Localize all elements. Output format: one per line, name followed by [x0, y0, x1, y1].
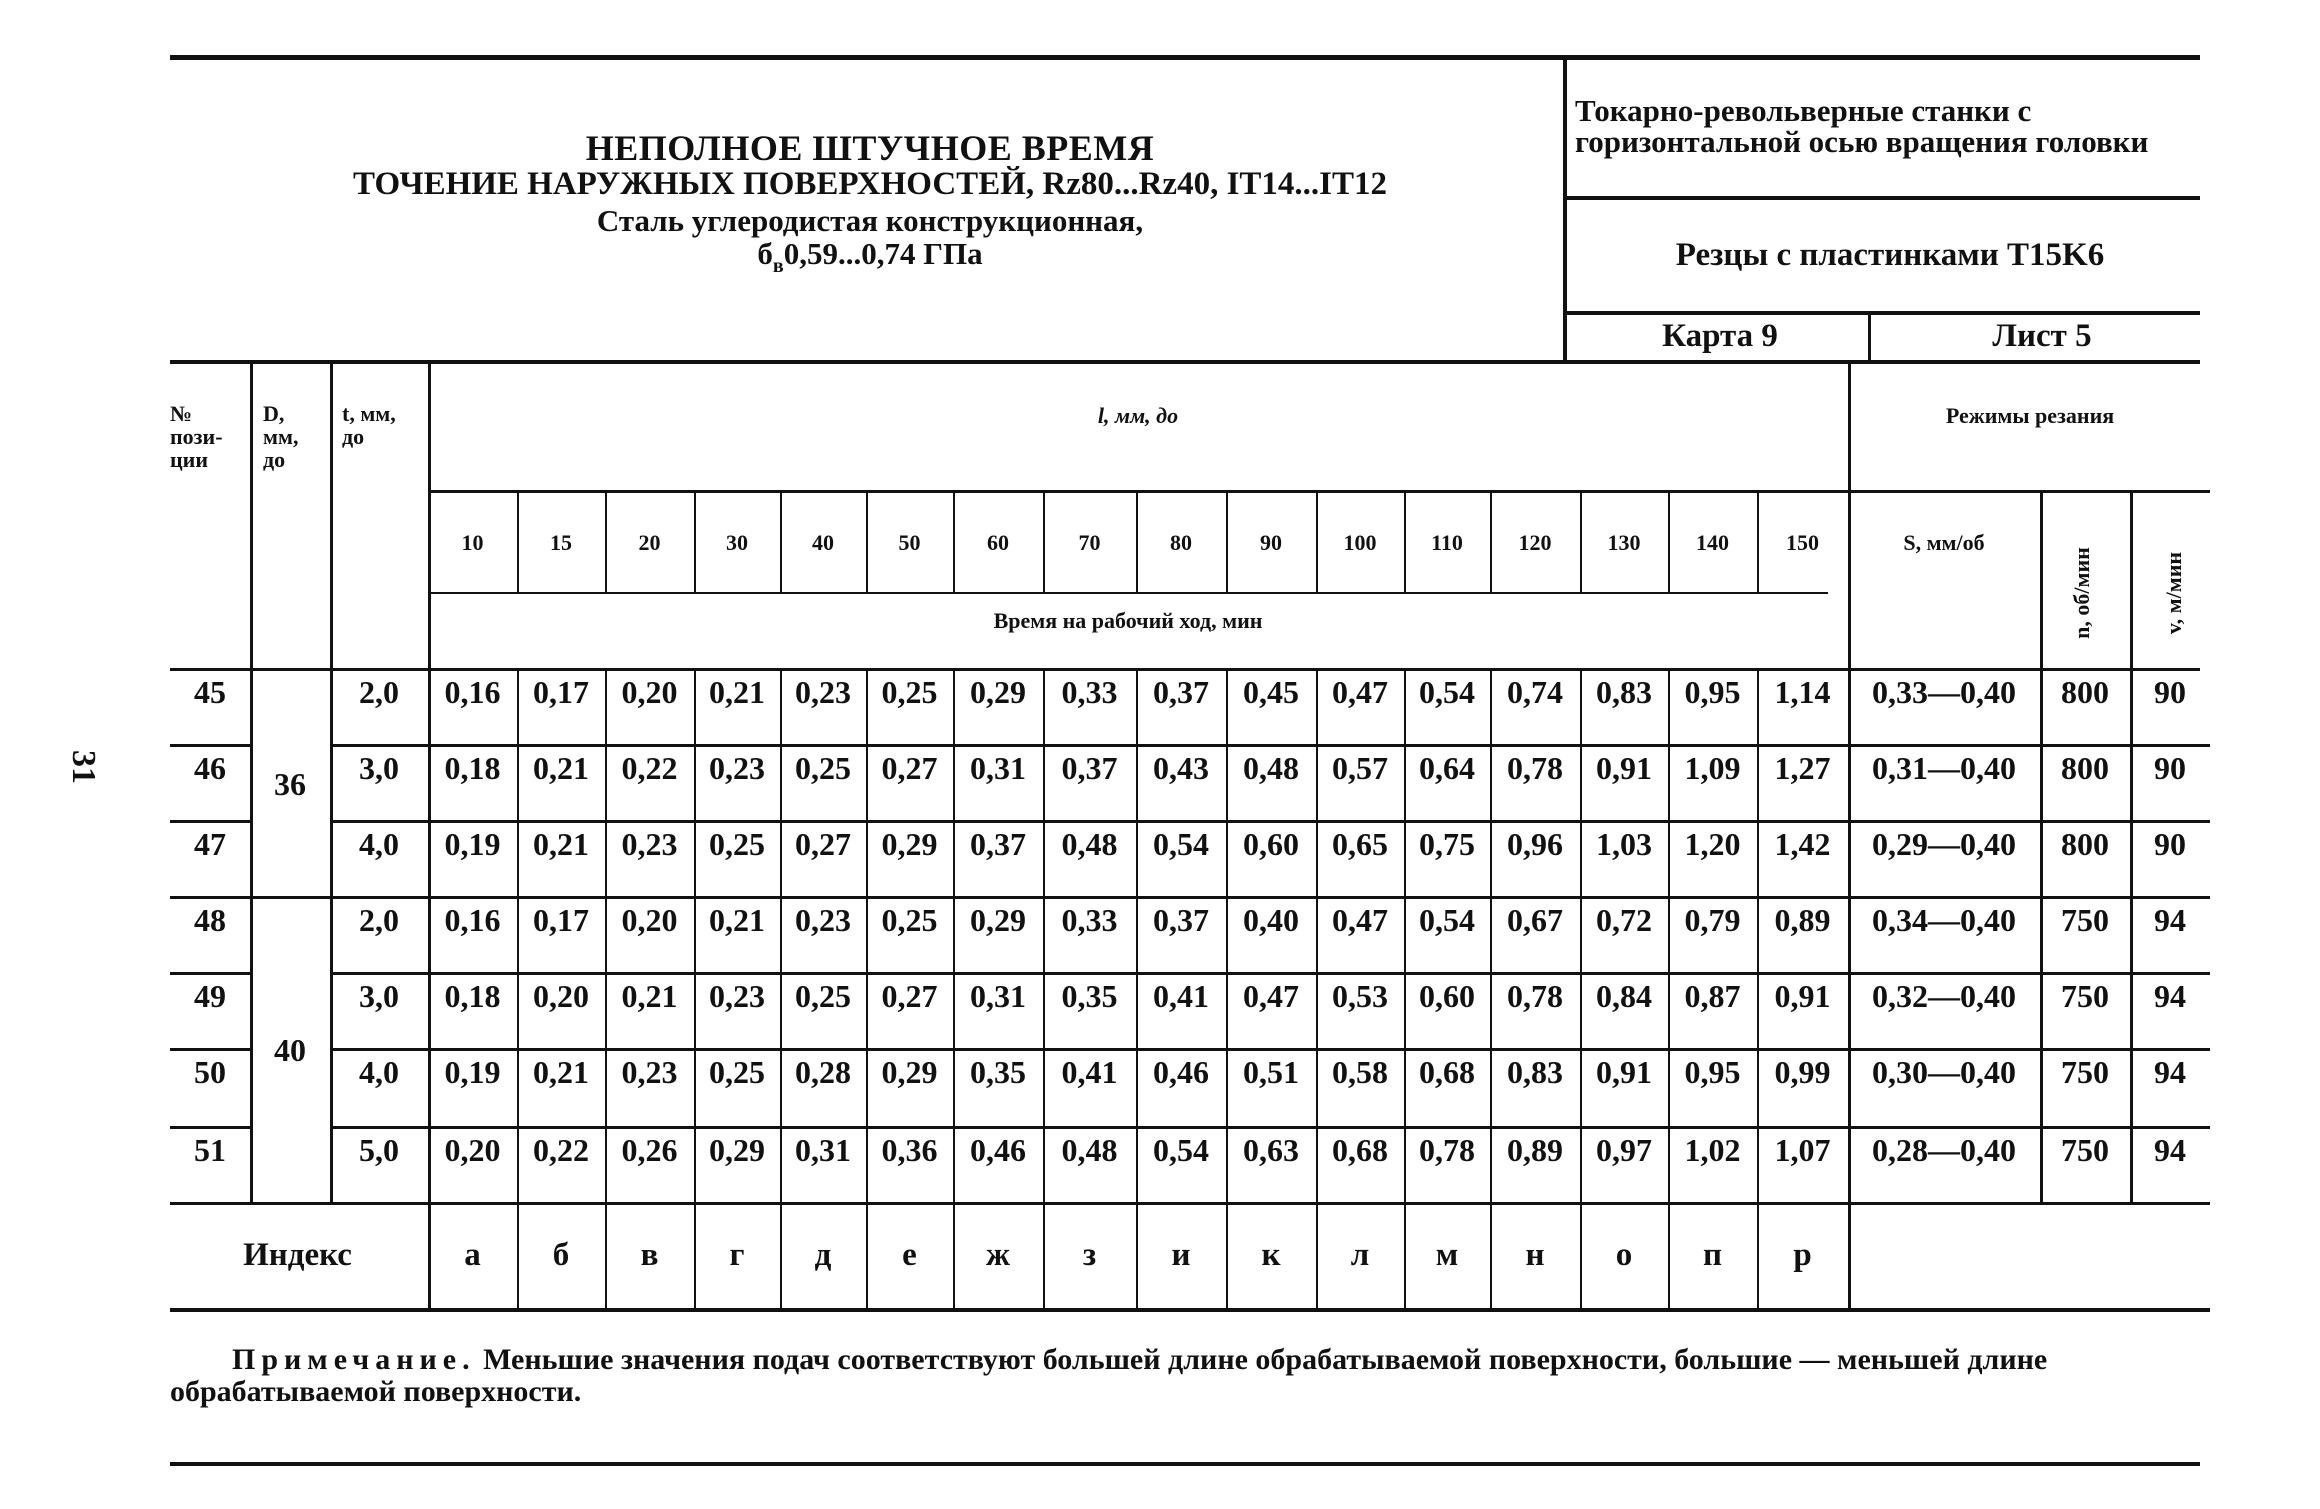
time-value: 0,23 [795, 902, 851, 938]
rule-horizontal [170, 820, 250, 823]
length-header-70: 70 [1078, 530, 1101, 555]
time-value: 0,25 [795, 750, 851, 786]
feed-value: 0,31—0,40 [1872, 750, 2016, 786]
rule-horizontal [170, 668, 2200, 671]
rule-horizontal [170, 55, 2200, 60]
depth-value: 4,0 [359, 1054, 399, 1090]
index-letter: ж [986, 1237, 1010, 1273]
time-value: 0,91 [1774, 978, 1831, 1014]
rule-horizontal [330, 820, 2210, 823]
rule-horizontal [170, 1462, 2200, 1466]
time-value: 0,23 [709, 978, 765, 1014]
time-value: 0,29 [709, 1132, 765, 1168]
document-title [170, 130, 1570, 276]
time-value: 0,21 [621, 978, 678, 1014]
time-value: 0,25 [709, 826, 765, 862]
title-line-1: НЕПОЛНОЕ ШТУЧНОЕ ВРЕМЯ [585, 128, 1155, 168]
footnote-text: Меньшие значения подач соответствуют большей длине обрабатываемой поверхности, большие — меньшей длине обрабатываемой поверхности. [170, 1343, 2048, 1408]
position-number: 49 [194, 978, 226, 1014]
time-value: 0,87 [1684, 978, 1741, 1014]
rpm-value: 800 [2061, 750, 2109, 786]
page-number: 31 [65, 750, 102, 784]
time-value: 0,64 [1419, 750, 1475, 786]
speed-value: 94 [2154, 902, 2186, 938]
time-value: 0,18 [444, 750, 501, 786]
rule-horizontal [330, 972, 2210, 975]
speed-value: 90 [2154, 826, 2186, 862]
strength-range: 0,59...0,74 ГПа [783, 236, 983, 271]
speed-value: 94 [2154, 1132, 2186, 1168]
position-number: 47 [194, 826, 226, 862]
time-value: 0,31 [795, 1132, 851, 1168]
time-value: 0,28 [795, 1054, 851, 1090]
time-value: 0,16 [444, 902, 501, 938]
time-value: 0,78 [1507, 978, 1563, 1014]
index-letter: в [640, 1237, 659, 1273]
rpm-value: 750 [2061, 978, 2109, 1014]
time-value: 0,99 [1774, 1054, 1831, 1090]
time-value: 0,29 [970, 902, 1026, 938]
time-value: 0,23 [795, 674, 851, 710]
time-value: 0,20 [621, 674, 678, 710]
time-value: 0,26 [621, 1132, 678, 1168]
time-value: 0,46 [1153, 1054, 1209, 1090]
time-value: 0,67 [1507, 902, 1563, 938]
time-value: 0,54 [1153, 1132, 1209, 1168]
index-letter: д [814, 1237, 832, 1273]
strength-subscript: в [772, 255, 784, 277]
length-header-40: 40 [812, 530, 834, 555]
rpm-value: 750 [2061, 1054, 2109, 1090]
time-value: 0,78 [1419, 1132, 1475, 1168]
time-value: 0,29 [970, 674, 1026, 710]
time-value: 1,20 [1684, 826, 1741, 862]
header-rpm: n, об/мин [2069, 547, 2094, 639]
length-header-10: 10 [461, 530, 484, 555]
time-value: 0,20 [621, 902, 678, 938]
rule-horizontal [170, 744, 250, 747]
time-value: 0,19 [444, 826, 501, 862]
header-feed: S, мм/об [1903, 530, 1985, 555]
header-time: Время на рабочий ход, мин [993, 608, 1263, 633]
rule-horizontal [1565, 311, 2200, 315]
length-header-150: 150 [1786, 530, 1819, 555]
time-value: 0,95 [1684, 1054, 1741, 1090]
rule-horizontal [170, 972, 250, 975]
time-value: 0,21 [709, 674, 765, 710]
header-depth: t, мм, до [342, 401, 396, 450]
time-value: 0,97 [1596, 1132, 1652, 1168]
length-header-15: 15 [550, 530, 572, 555]
rule-horizontal [170, 1048, 250, 1051]
speed-value: 90 [2154, 750, 2186, 786]
time-value: 0,53 [1332, 978, 1388, 1014]
position-number: 50 [194, 1054, 226, 1090]
time-value: 0,25 [881, 902, 938, 938]
depth-value: 2,0 [359, 902, 399, 938]
header-modes: Режимы резания [1945, 403, 2115, 428]
rule-vertical [1563, 55, 1567, 364]
time-value: 0,43 [1153, 750, 1209, 786]
cutter-type: Резцы с пластинками T15K6 [1675, 237, 2105, 273]
time-value: 0,36 [881, 1132, 938, 1168]
time-value: 0,33 [1061, 674, 1118, 710]
time-value: 0,27 [881, 978, 938, 1014]
rule-horizontal [170, 360, 2200, 364]
rule-horizontal [330, 1048, 2210, 1051]
feed-value: 0,32—0,40 [1872, 978, 2016, 1014]
index-letter: к [1261, 1237, 1281, 1273]
time-value: 0,79 [1684, 902, 1741, 938]
time-value: 0,37 [1061, 750, 1118, 786]
depth-value: 4,0 [359, 826, 399, 862]
time-value: 0,91 [1596, 1054, 1652, 1090]
diameter-value: 36 [274, 766, 306, 802]
time-value: 0,83 [1507, 1054, 1563, 1090]
strength-symbol: б [757, 236, 773, 271]
time-value: 1,27 [1774, 750, 1831, 786]
time-value: 0,20 [533, 978, 589, 1014]
time-value: 0,48 [1061, 826, 1118, 862]
card-label: Карта 9 [1662, 318, 1778, 354]
time-value: 0,21 [533, 1054, 589, 1090]
header-diameter: D, мм, до [263, 401, 299, 473]
rule-horizontal [170, 1202, 2210, 1205]
footnote-lead: Примечание. [232, 1343, 476, 1376]
length-header-130: 130 [1607, 530, 1641, 555]
time-value: 0,21 [709, 902, 765, 938]
time-value: 0,57 [1332, 750, 1388, 786]
time-value: 0,96 [1507, 826, 1563, 862]
length-header-120: 120 [1518, 530, 1552, 555]
title-line-4 [170, 238, 1570, 276]
time-value: 0,40 [1243, 902, 1299, 938]
length-header-90: 90 [1260, 530, 1282, 555]
time-value: 0,37 [1153, 902, 1209, 938]
time-value: 0,58 [1332, 1054, 1388, 1090]
time-value: 0,68 [1332, 1132, 1388, 1168]
time-value: 0,35 [970, 1054, 1026, 1090]
index-letter: н [1525, 1237, 1545, 1273]
time-value: 0,27 [881, 750, 938, 786]
time-value: 0,17 [533, 674, 589, 710]
rule-vertical [2130, 490, 2133, 668]
rule-vertical [2040, 670, 2043, 1202]
rpm-value: 800 [2061, 674, 2109, 710]
time-value: 0,46 [970, 1132, 1026, 1168]
time-value: 0,21 [533, 750, 589, 786]
time-value: 0,25 [881, 674, 938, 710]
diameter-value: 40 [274, 1032, 306, 1068]
index-label: Индекс [243, 1237, 352, 1273]
time-value: 1,14 [1774, 674, 1831, 710]
index-letter: о [1615, 1237, 1633, 1273]
rpm-value: 750 [2061, 902, 2109, 938]
index-letter: з [1082, 1237, 1097, 1273]
time-value: 0,54 [1419, 674, 1475, 710]
time-value: 0,54 [1153, 826, 1209, 862]
time-value: 0,35 [1061, 978, 1118, 1014]
time-value: 0,75 [1419, 826, 1475, 862]
depth-value: 3,0 [359, 978, 399, 1014]
feed-value: 0,30—0,40 [1872, 1054, 2016, 1090]
time-value: 0,89 [1774, 902, 1831, 938]
index-letter: п [1702, 1237, 1722, 1273]
rule-horizontal [330, 1126, 2210, 1129]
time-value: 0,37 [1153, 674, 1209, 710]
time-value: 0,47 [1332, 902, 1388, 938]
footnote [170, 1344, 2220, 1407]
time-value: 1,09 [1684, 750, 1741, 786]
title-line-2: ТОЧЕНИЕ НАРУЖНЫХ ПОВЕРХНОСТЕЙ, Rz80...Rz40, IT14...IT12 [352, 166, 1388, 202]
index-letter: р [1793, 1237, 1812, 1273]
feed-value: 0,29—0,40 [1872, 826, 2016, 862]
time-value: 0,19 [444, 1054, 501, 1090]
time-value: 0,48 [1243, 750, 1299, 786]
time-value: 0,68 [1419, 1054, 1475, 1090]
time-value: 0,51 [1243, 1054, 1299, 1090]
position-number: 46 [194, 750, 226, 786]
depth-value: 2,0 [359, 674, 399, 710]
time-value: 1,02 [1684, 1132, 1741, 1168]
index-letter: л [1350, 1237, 1370, 1273]
time-value: 0,63 [1243, 1132, 1299, 1168]
rule-vertical [2040, 490, 2043, 668]
time-value: 0,31 [970, 750, 1026, 786]
time-value: 0,89 [1507, 1132, 1563, 1168]
index-letter: а [464, 1237, 481, 1273]
time-value: 0,31 [970, 978, 1026, 1014]
time-value: 0,78 [1507, 750, 1563, 786]
rule-horizontal [1565, 196, 2200, 200]
time-value: 0,74 [1507, 674, 1563, 710]
index-letter: м [1435, 1237, 1459, 1273]
time-value: 0,25 [709, 1054, 765, 1090]
time-value: 1,07 [1774, 1132, 1831, 1168]
length-header-20: 20 [638, 530, 661, 555]
time-value: 0,45 [1243, 674, 1299, 710]
time-value: 0,47 [1243, 978, 1299, 1014]
rule-horizontal [170, 1126, 250, 1129]
length-header-100: 100 [1343, 530, 1377, 555]
time-value: 0,60 [1243, 826, 1299, 862]
feed-value: 0,33—0,40 [1872, 674, 2016, 710]
time-value: 0,29 [881, 1054, 938, 1090]
time-value: 0,27 [795, 826, 851, 862]
time-value: 0,72 [1596, 902, 1652, 938]
time-value: 0,23 [621, 1054, 678, 1090]
time-value: 0,16 [444, 674, 501, 710]
time-value: 1,42 [1774, 826, 1831, 862]
time-value: 0,22 [621, 750, 678, 786]
index-letter: е [902, 1237, 917, 1273]
header-position: № пози- ции [170, 401, 223, 473]
time-value: 0,48 [1061, 1132, 1118, 1168]
depth-value: 3,0 [359, 750, 399, 786]
time-value: 0,23 [709, 750, 765, 786]
length-header-80: 80 [1170, 530, 1192, 555]
time-value: 0,65 [1332, 826, 1388, 862]
time-value: 0,20 [444, 1132, 501, 1168]
position-number: 51 [194, 1132, 226, 1168]
position-number: 48 [194, 902, 226, 938]
length-header-50: 50 [898, 530, 921, 555]
depth-value: 5,0 [359, 1132, 399, 1168]
time-value: 0,54 [1419, 902, 1475, 938]
rule-vertical [1868, 311, 1871, 364]
time-value: 0,47 [1332, 674, 1388, 710]
header-length: l, мм, до [1097, 403, 1179, 428]
index-letter: б [552, 1237, 570, 1273]
time-value: 0,37 [970, 826, 1026, 862]
length-header-30: 30 [726, 530, 748, 555]
rule-horizontal [170, 1308, 2210, 1312]
feed-value: 0,34—0,40 [1872, 902, 2016, 938]
speed-value: 94 [2154, 978, 2186, 1014]
rpm-value: 750 [2061, 1132, 2109, 1168]
time-value: 0,21 [533, 826, 589, 862]
time-value: 0,17 [533, 902, 589, 938]
header-speed: v, м/мин [2161, 551, 2186, 635]
rule-vertical [2130, 670, 2133, 1202]
length-header-140: 140 [1696, 530, 1729, 555]
feed-value: 0,28—0,40 [1872, 1132, 2016, 1168]
time-value: 0,29 [881, 826, 938, 862]
time-value: 0,23 [621, 826, 678, 862]
index-letter: г [729, 1237, 745, 1273]
time-value: 0,33 [1061, 902, 1118, 938]
time-value: 0,95 [1684, 674, 1741, 710]
time-value: 0,60 [1419, 978, 1475, 1014]
time-value: 1,03 [1596, 826, 1652, 862]
index-letter: и [1171, 1237, 1191, 1273]
time-value: 0,84 [1596, 978, 1652, 1014]
rule-horizontal [428, 592, 1828, 594]
sheet-label: Лист 5 [1992, 318, 2092, 354]
time-value: 0,83 [1596, 674, 1652, 710]
time-value: 0,25 [795, 978, 851, 1014]
time-value: 0,91 [1596, 750, 1652, 786]
length-header-110: 110 [1431, 530, 1463, 555]
time-value: 0,22 [533, 1132, 589, 1168]
rule-horizontal [170, 896, 2210, 899]
length-header-60: 60 [987, 530, 1009, 555]
machine-type: Токарно-револьверные станки с горизонтальной осью вращения головки [1575, 93, 2149, 159]
position-number: 45 [194, 674, 226, 710]
speed-value: 94 [2154, 1054, 2186, 1090]
rule-horizontal [330, 744, 2210, 747]
title-line-3: Сталь углеродистая конструкционная, [596, 203, 1144, 238]
speed-value: 90 [2154, 674, 2186, 710]
rpm-value: 800 [2061, 826, 2109, 862]
time-value: 0,41 [1153, 978, 1209, 1014]
time-value: 0,18 [444, 978, 501, 1014]
time-value: 0,41 [1061, 1054, 1118, 1090]
